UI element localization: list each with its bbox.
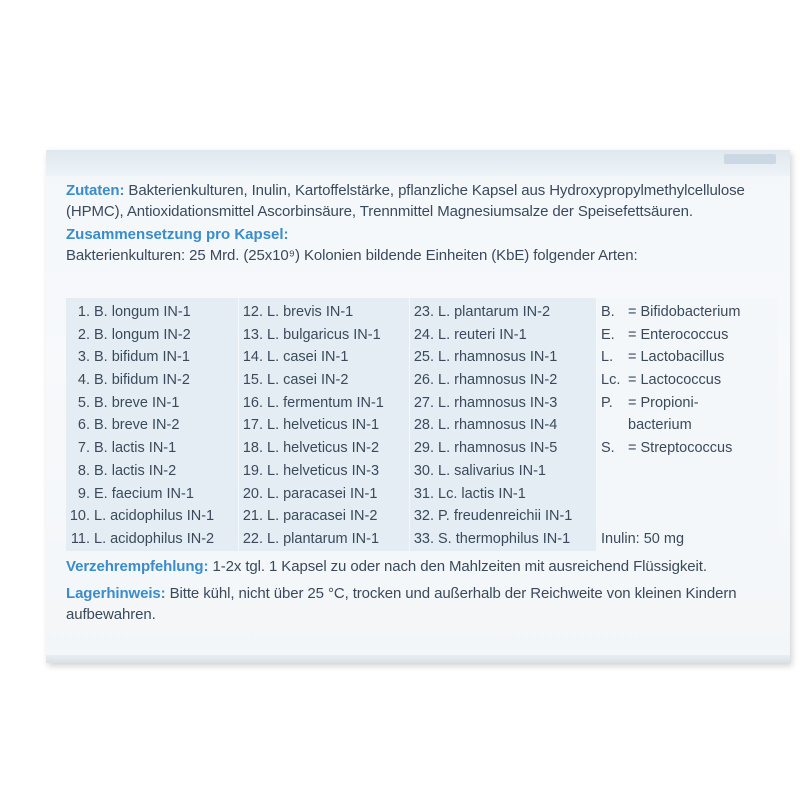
storage-text: Bitte kühl, nicht über 25 °C, trocken und außerhalb der Reichweite von kleinen Kindern aufbewahren. xyxy=(66,585,737,623)
strain-name: L. rhamnosus IN-5 xyxy=(438,440,558,457)
strain-name: L. casei IN-2 xyxy=(267,372,349,389)
package-bottom-edge xyxy=(46,655,790,663)
strain-name: B. bifidum IN-2 xyxy=(94,372,190,389)
strain-name: B. breve IN-1 xyxy=(94,394,180,411)
strain-number: 14. xyxy=(242,349,263,366)
strain-number: 26. xyxy=(413,372,434,389)
legend-row xyxy=(597,369,778,392)
package-top-edge xyxy=(46,150,790,176)
strain-column-2 xyxy=(239,298,409,551)
strain-number: 22. xyxy=(242,530,263,547)
strain-number: 12. xyxy=(242,304,263,320)
strain-name: B. lactis IN-2 xyxy=(94,462,177,479)
strain-name: L. paracasei IN-2 xyxy=(267,508,378,525)
strain-row xyxy=(66,437,238,460)
strain-number: 19. xyxy=(242,462,263,479)
ingredients-paragraph xyxy=(66,180,776,222)
strain-number: 27. xyxy=(413,394,434,411)
legend-definition: = Bifidobacterium xyxy=(628,304,741,320)
legend-abbreviation: L. xyxy=(601,349,614,366)
inulin-amount: Inulin: 50 mg xyxy=(601,530,685,547)
legend-abbreviation: Lc. xyxy=(601,372,621,389)
dosage-text: 1-2x tgl. 1 Kapsel zu oder nach den Mahlzeiten mit ausreichend Flüssigkeit. xyxy=(208,558,707,575)
legend-definition: = Lactobacillus xyxy=(628,349,725,366)
legend-abbreviation: P. xyxy=(601,394,613,411)
strain-row xyxy=(410,414,596,437)
legend-spacer xyxy=(597,460,778,528)
strain-name: L. helveticus IN-1 xyxy=(267,417,380,434)
strain-row xyxy=(410,483,596,506)
strain-name: P. freudenreichii IN-1 xyxy=(438,508,573,525)
strain-name: L. rhamnosus IN-1 xyxy=(438,349,558,366)
strain-name: L. bulgaricus IN-1 xyxy=(267,326,381,343)
strain-name: L. brevis IN-1 xyxy=(267,304,354,320)
strain-number: 25. xyxy=(413,349,434,366)
strain-name: B. lactis IN-1 xyxy=(94,440,177,457)
legend-definition: = Enterococcus xyxy=(628,326,729,343)
strain-column-1 xyxy=(66,298,238,551)
strain-name: L. rhamnosus IN-2 xyxy=(438,372,558,389)
strain-row xyxy=(239,369,409,392)
strain-name: L. paracasei IN-1 xyxy=(267,485,378,502)
strain-number: 28. xyxy=(413,417,434,434)
strain-row xyxy=(66,505,238,528)
strain-name: B. bifidum IN-1 xyxy=(94,349,190,366)
strain-name: L. helveticus IN-3 xyxy=(267,462,380,479)
legend-row xyxy=(597,301,778,324)
strain-number: 17. xyxy=(242,417,263,434)
strain-row xyxy=(410,324,596,347)
strain-name: L. helveticus IN-2 xyxy=(267,440,380,457)
strain-row xyxy=(239,483,409,506)
strain-row xyxy=(410,346,596,369)
strain-number: 16. xyxy=(242,394,263,411)
strain-row xyxy=(410,392,596,415)
legend-abbreviation: S. xyxy=(601,440,615,457)
strain-row xyxy=(66,528,238,551)
legend-definition: = Streptococcus xyxy=(628,440,733,457)
strain-name: L. casei IN-1 xyxy=(267,349,349,366)
strain-row xyxy=(239,505,409,528)
strain-row xyxy=(239,324,409,347)
strain-row xyxy=(410,460,596,483)
strain-number: 11. xyxy=(70,530,90,547)
strain-table xyxy=(66,298,776,550)
legend-row xyxy=(597,324,778,347)
strain-name: B. breve IN-2 xyxy=(94,417,180,434)
legend-definition: = Lactococcus xyxy=(628,372,722,389)
strain-name: L. fermentum IN-1 xyxy=(267,394,384,411)
strain-name: B. longum IN-1 xyxy=(94,304,191,320)
strain-column-3 xyxy=(410,298,596,551)
strain-name: L. acidophilus IN-1 xyxy=(94,508,215,525)
strain-number: 10. xyxy=(69,508,90,525)
strain-number: 18. xyxy=(242,440,263,457)
label-text-lower xyxy=(66,556,776,625)
strain-number: 30. xyxy=(413,462,434,479)
legend-abbreviation: B. xyxy=(601,304,615,320)
storage-paragraph xyxy=(66,583,776,625)
strain-row xyxy=(239,460,409,483)
legend-row xyxy=(597,437,778,460)
ingredients-text: Bakterienkulturen, Inulin, Kartoffelstärke, pflanzliche Kapsel aus Hydroxypropylmethylcellulose (HPMC), Antioxidationsmittel Ascorbinsäure, Trennmittel Magnesiumsalze der Speisefettsäuren. xyxy=(66,182,745,220)
strain-name: L. plantarum IN-1 xyxy=(267,530,380,547)
abbreviation-legend xyxy=(597,298,778,551)
ingredients-heading: Zutaten: xyxy=(66,182,125,199)
composition-intro: Bakterienkulturen: 25 Mrd. (25x10⁹) Kolonien bildende Einheiten (KbE) folgender Arten: xyxy=(66,247,638,264)
strain-row xyxy=(239,301,409,324)
strain-number: 33. xyxy=(413,530,434,547)
strain-number: 9. xyxy=(77,485,90,502)
dosage-paragraph xyxy=(66,556,776,577)
strain-row xyxy=(66,324,238,347)
strain-row xyxy=(66,392,238,415)
strain-row xyxy=(410,505,596,528)
strain-number: 23. xyxy=(413,304,434,320)
strain-row xyxy=(66,460,238,483)
strain-number: 1. xyxy=(77,304,90,320)
strain-number: 24. xyxy=(413,326,434,343)
strain-row xyxy=(239,346,409,369)
strain-row xyxy=(239,437,409,460)
strain-name: L. reuteri IN-1 xyxy=(438,326,527,343)
strain-number: 20. xyxy=(242,485,263,502)
legend-row xyxy=(597,346,778,369)
strain-number: 29. xyxy=(413,440,434,457)
package-tab xyxy=(724,154,776,164)
legend-definition-continued: bacterium xyxy=(628,417,692,434)
strain-name: Lc. lactis IN-1 xyxy=(438,485,526,502)
strain-row xyxy=(66,483,238,506)
legend-abbreviation: E. xyxy=(601,326,615,343)
strain-number: 15. xyxy=(242,372,263,389)
strain-row xyxy=(410,437,596,460)
strain-name: E. faecium IN-1 xyxy=(94,485,194,502)
strain-number: 31. xyxy=(413,485,434,502)
strain-name: B. longum IN-2 xyxy=(94,326,191,343)
strain-name: L. rhamnosus IN-4 xyxy=(438,417,558,434)
strain-row xyxy=(410,369,596,392)
strain-row xyxy=(66,414,238,437)
legend-definition: = Propioni- xyxy=(628,394,699,411)
strain-row xyxy=(410,301,596,324)
strain-name: L. salivarius IN-1 xyxy=(438,462,546,479)
strain-number: 3. xyxy=(77,349,90,366)
storage-heading: Lagerhinweis: xyxy=(66,585,166,602)
strain-number: 7. xyxy=(77,440,90,457)
strain-number: 4. xyxy=(77,372,90,389)
dosage-heading: Verzehrempfehlung: xyxy=(66,558,209,575)
strain-number: 6. xyxy=(77,417,90,434)
strain-row xyxy=(239,414,409,437)
strain-name: L. rhamnosus IN-3 xyxy=(438,394,558,411)
strain-name: S. thermophilus IN-1 xyxy=(438,530,571,547)
strain-number: 21. xyxy=(242,508,263,525)
label-text xyxy=(66,180,776,266)
legend-row xyxy=(597,392,778,415)
strain-number: 13. xyxy=(242,326,263,343)
strain-row xyxy=(66,369,238,392)
strain-number: 2. xyxy=(77,326,90,343)
strain-row xyxy=(239,392,409,415)
strain-number: 32. xyxy=(413,508,434,525)
strain-name: L. acidophilus IN-2 xyxy=(94,530,215,547)
composition-heading: Zusammensetzung pro Kapsel: xyxy=(66,226,289,243)
strain-number: 8. xyxy=(77,462,90,479)
strain-row xyxy=(66,301,238,324)
strain-row xyxy=(66,346,238,369)
strain-name: L. plantarum IN-2 xyxy=(438,304,551,320)
strain-row xyxy=(239,528,409,551)
strain-row xyxy=(410,528,596,551)
strain-number: 5. xyxy=(77,394,90,411)
